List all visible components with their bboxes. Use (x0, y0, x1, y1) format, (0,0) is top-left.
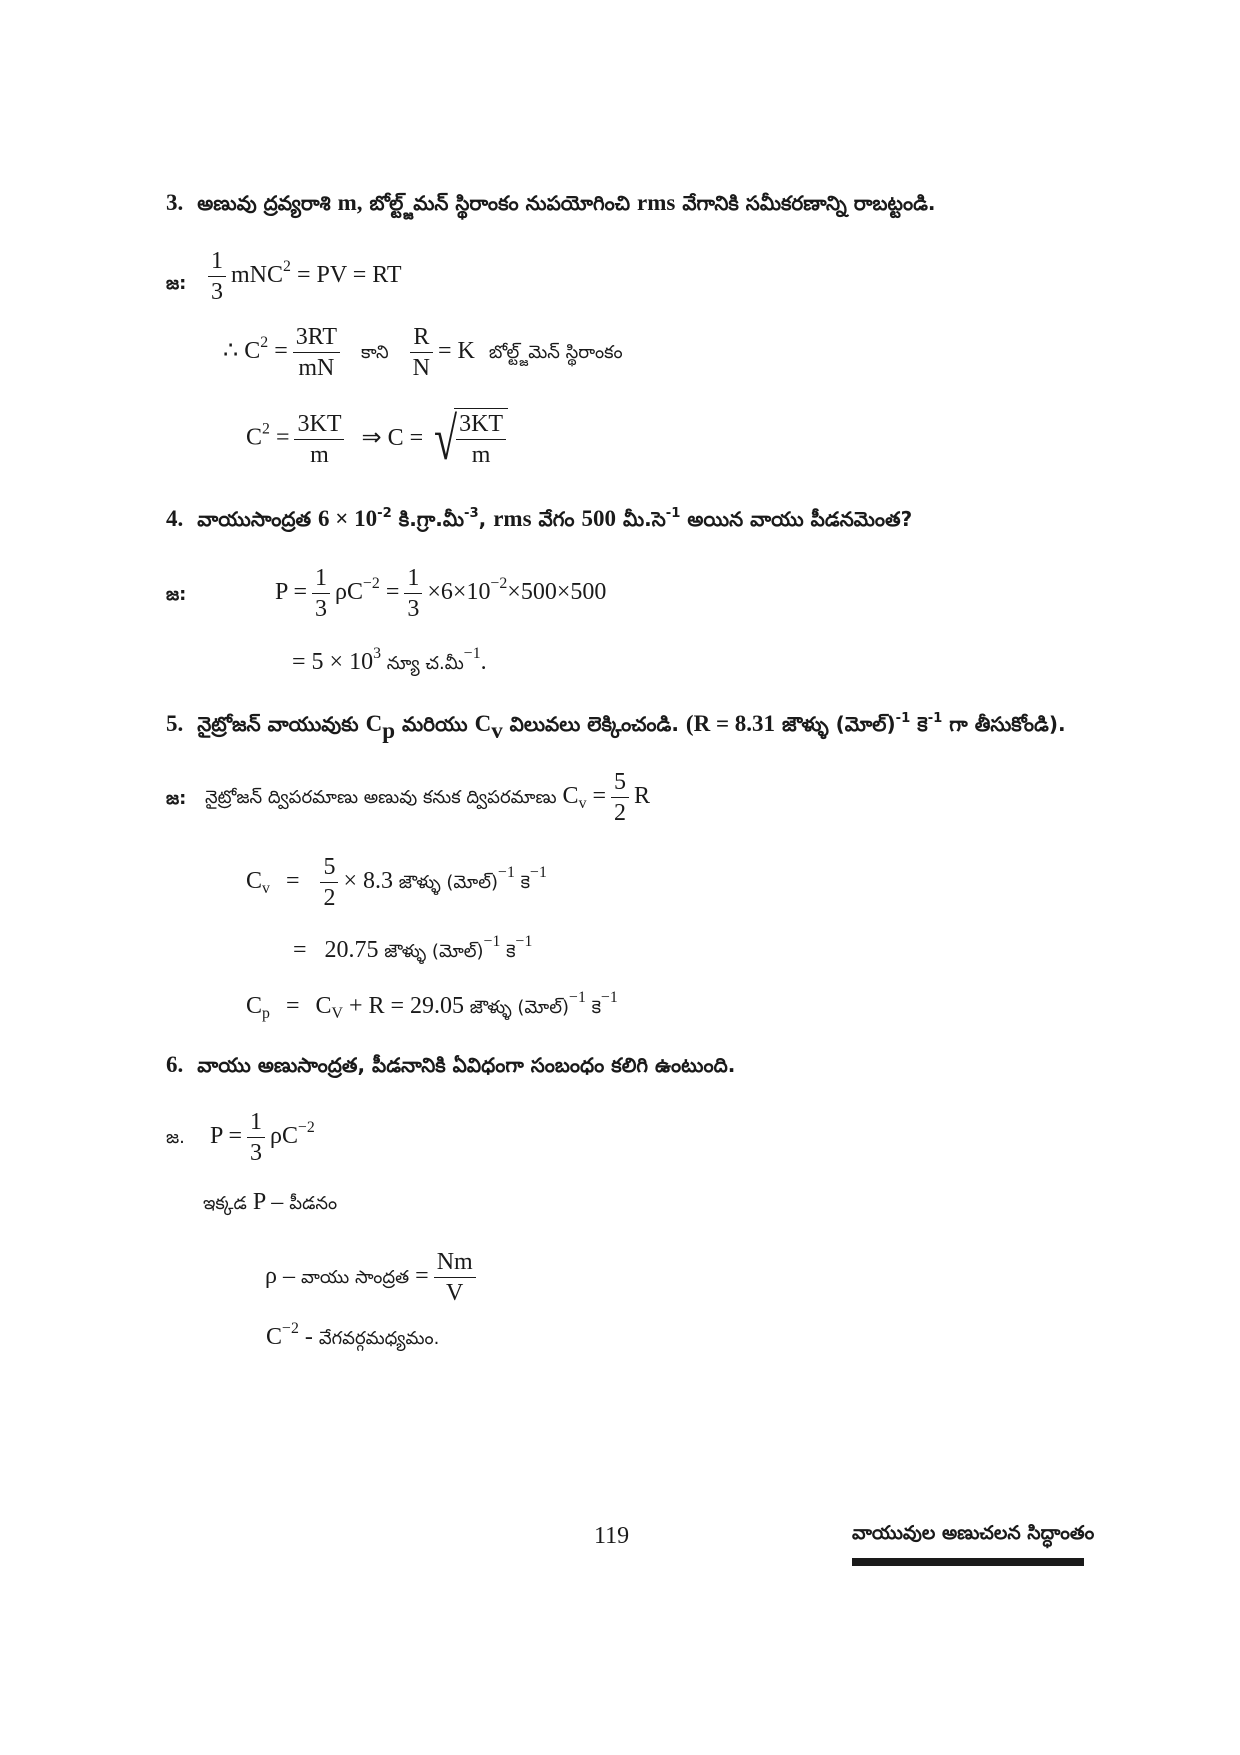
answer-6-line-2: ఇక్కడ P – పీడనం (203, 1189, 338, 1215)
answer-3-line-1: $\frac{1}{3}$ mNC$^2$ = PV = RT (203, 246, 401, 307)
fraction: $\frac{1}{3}$ (312, 563, 330, 624)
fraction: $\frac{Nm}{V}$ (434, 1247, 476, 1308)
fraction: $\frac{1}{3}$ (208, 246, 226, 307)
answer-4-label: జ: (166, 584, 187, 605)
answer-6-line-1: P = $\frac{1}{3}$ $\rho C^{-2}$ (210, 1109, 315, 1166)
answer-5-line-2: $C_v$ = $\frac{5}{2}$ × 8.3 జౌళ్ళు (మోల్)$^{-1}$ కె$^{-1}$ (246, 854, 547, 911)
fraction: $\frac{5}{2}$ (320, 852, 338, 913)
footer-bar (852, 1558, 1084, 1566)
fraction: $\frac{3RT}{mN}$ (293, 322, 340, 383)
square-root: √ $\frac{3KT}{m}$ (429, 408, 508, 470)
question-4: 4. వాయుసాంద్రత $6 \times 10^{-2}$ కి.గ్రా.మీ$^{-3}$, rms వేగం 500 మీ.సె$^{-1}$ అయిన వాయు పీడనమెంత? (166, 505, 913, 531)
answer-3-label: జ: (166, 273, 187, 294)
fraction: $\frac{1}{3}$ (404, 563, 422, 624)
chapter-title: వాయువుల అణుచలన సిద్ధాంతం (852, 1522, 1095, 1544)
answer-5-line-3: = 20.75 జౌళ్ళు (మోల్)$^{-1}$ కె$^{-1}$ (293, 932, 533, 963)
answer-5-line-4: $C_p = C_V + R = 29.05$ జౌళ్ళు (మోల్)$^{-1}$ కె$^{-1}$ (246, 988, 618, 1022)
page-number: 119 (594, 1523, 630, 1549)
question-5: 5. నైట్రోజన్ వాయువుకు $C_p$ మరియు $C_v$ విలువలు లెక్కించండి. (R = 8.31 జౌళ్ళు (మోల్)$^{-1}$ కె$^{-1}$ గా తీసుకోండి). (166, 710, 1066, 743)
answer-4-line-1: P = $\frac{1}{3}$ $\rho C^{-2}$ = $\frac{1}{3}$ $\times 6\times 10^{-2}\times 500\times 500$ (275, 565, 607, 622)
answer-5-label: జ: (166, 788, 187, 809)
fraction: $\frac{5}{2}$ (611, 767, 629, 828)
fraction: $\frac{3KT}{m}$ (294, 409, 344, 470)
answer-6-label: జ. (166, 1127, 185, 1148)
answer-5-line-1: నైట్రోజన్ ద్విపరమాణు అణువు కనుక ద్విపరమాణు $C_v$ = $\frac{5}{2}$ R (205, 769, 651, 826)
question-3: 3. అణువు ద్రవ్యరాశి m, బోల్ట్జ్‌మన్ స్థిరాంకం నుపయోగించి rms వేగానికి సమీకరణాన్ని రాబట్టండి. (166, 190, 936, 215)
answer-4-line-2: = $5 \times 10^3$ న్యూ చ.మీ$^{-1}$. (292, 644, 487, 675)
fraction: $\frac{R}{N}$ (410, 322, 433, 383)
answer-3-line-2: ∴ $C^2$ = $\frac{3RT}{mN}$ కాని $\frac{R}{N}$ = K బోల్ట్జ్‌మెన్ స్థిరాంకం (223, 324, 623, 381)
question-6: 6. వాయు అణుసాంద్రత, పీడనానికి ఏవిధంగా సంబంధం కలిగి ఉంటుంది. (166, 1052, 736, 1077)
fraction: $\frac{1}{3}$ (247, 1107, 265, 1168)
answer-6-line-4: $C^{-2}$ - వేగవర్గమధ్యమం. (266, 1319, 440, 1350)
answer-6-line-3: ρ – వాయు సాంద్రత = $\frac{Nm}{V}$ (265, 1247, 481, 1308)
answer-3-line-3: $C^2$ = $\frac{3KT}{m}$ ⇒ C = √ $\frac{3KT}{m}$ (246, 408, 508, 470)
